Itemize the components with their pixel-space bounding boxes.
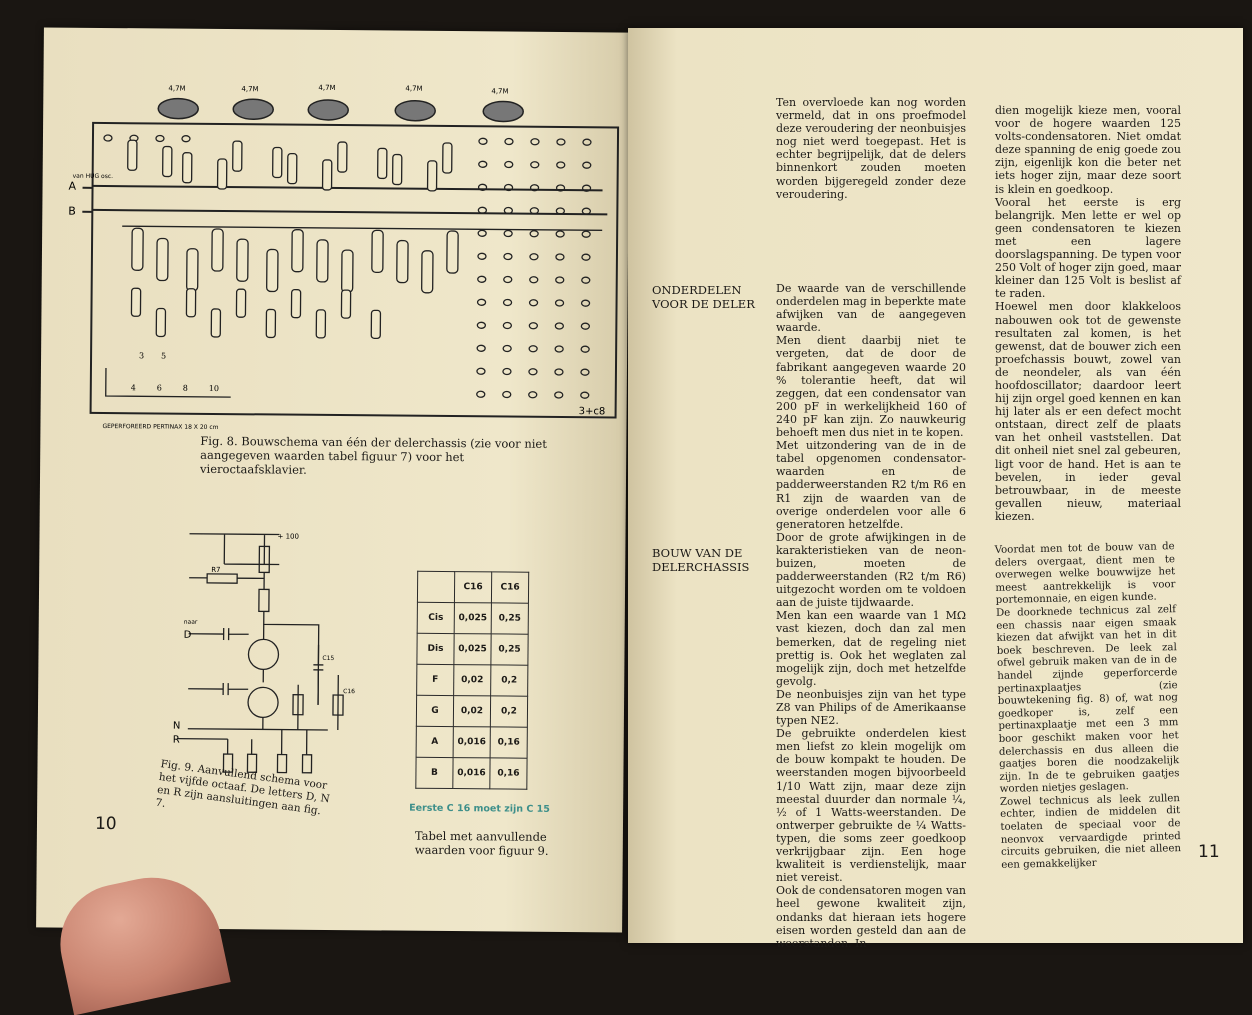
fig8-terminal-5: 5: [161, 351, 167, 361]
page-number-left: 10: [94, 813, 117, 835]
component: [372, 230, 383, 272]
board-hole: [556, 300, 564, 306]
fig8-caption: Fig. 8. Bouwschema van één der delerchassis (zie voor niet aangegeven waarden tabel figuur 7) voor het vieroctaafsklavier.: [200, 433, 547, 477]
fig8-resistor-label-5: 4,7M: [491, 87, 509, 96]
table-cell-note: G: [416, 695, 453, 726]
fig9-label-r: R: [172, 734, 180, 746]
board-hole: [582, 231, 590, 237]
board-hole: [504, 276, 512, 282]
component: [422, 251, 433, 293]
table-cell-value: 0,16: [490, 727, 527, 758]
board-hole: [503, 345, 511, 351]
values-table-wrapper: [415, 571, 529, 790]
col1-top-paragraph: Ten overvloede kan nog worden vermeld, dat in ons proefmodel deze veroudering der neonbuisjes nog niet werd toegepast. Het is echter begrijpelijk, dat de delers binnenkort zouden moeten worden bijgeregeld zonder deze veroudering.: [776, 96, 966, 201]
board-hole: [529, 392, 537, 398]
board-hole: [555, 346, 563, 352]
board-hole: [503, 322, 511, 328]
col1-paragraph: Met uitzondering van de in de tabel opgenomen condensator-waarden en de padderweerstanden R2 t/m R6 en R1 zijn de waarden van de overige onderdelen voor alle 6 generatoren hetzelfde.: [776, 439, 966, 531]
component: [273, 147, 282, 177]
fig9-label-d: D: [183, 629, 192, 641]
component: [233, 141, 242, 171]
component: [338, 142, 347, 172]
table-cell-value: 0,2: [490, 696, 527, 727]
board-hole: [478, 253, 486, 259]
board-hole: [479, 161, 487, 167]
fig9-label-r7: R7: [211, 565, 221, 575]
board-hole: [505, 138, 513, 144]
fig8-terminal-8: 8: [182, 383, 188, 393]
fig9-caption: Fig. 9. Aanvullend schema voor het vijfde octaaf. De letters D, N en R zijn aansluitingen aan fig. 7.: [154, 758, 331, 818]
board-hole: [477, 345, 485, 351]
table-header-row: [417, 571, 528, 603]
board-hole: [477, 322, 485, 328]
col2-paragraph: De doorknede technicus zal zelf een chassis naar eigen smaak kiezen dat afwijkt van het in dit boek beschreven. De leek zal ofwel gebruik maken van de in de handel zijnde geperforcerde pertinaxplaatjes (zie bouwtekening fig. 8) of, wat nog goedkoper is, zelf een pertinaxplaatje met een 3 mm boor geschikt maken voor het delerchassis en dus alleen die gaatjes boren die noodzakelijk zijn. In de te gebruiken gaatjes worden nietjes geslagen.: [995, 604, 1180, 796]
component: [342, 250, 353, 292]
component: [156, 308, 165, 336]
table-cell-note: Dis: [417, 633, 454, 664]
potentiometer: [483, 101, 523, 121]
board-hole: [477, 368, 485, 374]
component: [341, 290, 350, 318]
board-hole: [504, 230, 512, 236]
table-header-cell: [417, 571, 454, 602]
table-row: [417, 602, 528, 634]
board-hole: [581, 392, 589, 398]
board-hole: [556, 277, 564, 283]
board-hole: [582, 254, 590, 260]
component: [266, 309, 275, 337]
fig8-terminal-6: 6: [156, 383, 162, 393]
table-cell-value: 0,025: [454, 634, 491, 665]
board-hole: [583, 162, 591, 168]
table-row: [416, 726, 527, 758]
fig9-schematic: [167, 524, 399, 786]
table-header-cell: C16: [454, 572, 491, 603]
board-hole: [530, 231, 538, 237]
board-hole: [581, 346, 589, 352]
fig9-label-plus: + 100: [277, 532, 299, 541]
component: [378, 148, 387, 178]
component: [443, 143, 452, 173]
col1-paragraph: De neonbuisjes zijn van het type Z8 van Philips of de Amerikaanse typen NE2.: [776, 687, 966, 728]
table-row: [417, 664, 528, 696]
component: [187, 249, 198, 291]
col2-paragraph: dien mogelijk kieze men, vooral voor de hogere waarden 125 volts-condensatoren. Niet omdat deze spanning de enig goede zou zijn, eigenlijk kon die beter net iets hoger zijn, maar deze soort is klein en goedkoop.: [995, 104, 1181, 196]
table-row: [416, 757, 527, 789]
fig8-edge-label-a: A: [68, 179, 77, 193]
board-hole: [555, 392, 563, 398]
component: [236, 289, 245, 317]
board-hole: [503, 391, 511, 397]
component: [131, 288, 140, 316]
table-cell-value: 0,02: [453, 696, 490, 727]
table-row: [417, 633, 528, 665]
component: [157, 238, 168, 280]
component: [371, 310, 380, 338]
component: [128, 140, 137, 170]
fig9-label-c16: C16: [343, 688, 356, 696]
potentiometer: [158, 98, 198, 118]
component: [292, 230, 303, 272]
table-cell-value: 0,2: [491, 665, 528, 696]
fig8-resistor-label-4: 4,7M: [405, 84, 423, 93]
component: [218, 159, 227, 189]
col2-bottom-text: [995, 541, 1182, 872]
board-hole: [156, 135, 164, 141]
board-hole: [556, 254, 564, 260]
board-hole: [557, 162, 565, 168]
col1-paragraph: De gebruikte onderdelen kiest men liefst zo klein mogelijk om de bouw kompakt te houden. De weerstanden mogen bijvoorbeeld 1/10 Watt zijn, maar deze zijn meestal duurder dan normale ¼, ½ of 1 Watts-weerstanden. De ontwerper gebruikte de ¼ Watts-typen, die soms zeer goedkoop verkrijgbaar zijn. Een hoge kwaliteit is verdienstelijk, maar niet vereist.: [776, 727, 966, 885]
board-hole: [581, 369, 589, 375]
fig8-board-diagram: [60, 78, 623, 443]
board-hole: [581, 323, 589, 329]
board-hole: [555, 323, 563, 329]
board-hole: [529, 369, 537, 375]
table-cell-value: 0,025: [454, 603, 491, 634]
col2-top-text: [995, 104, 1181, 523]
component: [393, 155, 402, 185]
col1-paragraph: Ook de condensatoren mogen van heel gewone kwaliteit zijn, ondanks dat hieraan iets hogere eisen worden gesteld dan aan de weerstanden. In-: [776, 884, 966, 950]
col1-paragraph: De waarde van de verschillende onderdelen mag in beperkte mate afwijken van de aangegeven waarde.: [776, 282, 966, 335]
potentiometer: [308, 100, 348, 120]
col1-paragraph: Men dient daarbij niet te vergeten, dat de door de fabrikant aangegeven waarde 20 % tolerantie heeft, dat wil zeggen, dat een condensator van 200 pF in werkelijkheid 160 of 240 pF kan zijn. Zo nauwkeurig behoeft men dus niet in te kopen.: [776, 334, 966, 440]
board-hole: [478, 230, 486, 236]
board-hole: [529, 323, 537, 329]
component: [447, 231, 458, 273]
component: [316, 310, 325, 338]
table-cell-value: 0,25: [491, 634, 528, 665]
component: [291, 290, 300, 318]
component: [212, 229, 223, 271]
board-hole: [582, 300, 590, 306]
component: [267, 249, 278, 291]
values-table: [415, 571, 529, 790]
component: [163, 147, 172, 177]
col2-paragraph: Hoewel men door klakkeloos nabouwen ook tot de gewenste resultaten zal komen, is het gewenst, dat de bouwer zich een proefchassis bouwt, zowel van de neondeler, als van één hoofdoscillator; daardoor leert hij zijn orgel goed kennen en kan hij later als er een defect mocht ontstaan, direct zelf de plaats van het onheil vaststellen. Dat dit onheil niet snel zal gebeuren, ligt voor de hand. Het is aan te bevelen, in ieder geval betrouwbaar, in de meeste gevallen nieuw, materiaal kiezen.: [995, 300, 1181, 523]
left-page: [36, 27, 630, 932]
col2-paragraph: Voordat men tot de bouw van de delers overgaat, dient men te overwegen welke bouwwijze het meest aantrekkelijk is voor portemonnaie, en eigen kunde.: [994, 541, 1176, 607]
board-hole: [479, 138, 487, 144]
fig8-resistor-label-3: 4,7M: [318, 83, 336, 93]
board-hole: [529, 346, 537, 352]
fig8-resistor-label-1: 4,7M: [168, 84, 186, 93]
component: [288, 154, 297, 184]
component: [323, 160, 332, 190]
col1-paragraph: Men kan een waarde van 1 MΩ vast kiezen, doch dan zal men bemerken, dat de regeling niet prettig is. Ook het weglaten zal mogelijk zijn, doch met hetzelfde gevolg.: [776, 609, 966, 688]
fig8-corner-label: 3+c8: [578, 406, 606, 418]
component: [397, 241, 408, 283]
potentiometer: [233, 99, 273, 119]
component: [211, 309, 220, 337]
board-hole: [505, 161, 513, 167]
board-hole: [555, 369, 563, 375]
col2-paragraph: Zowel technicus als leek zullen echter, indien de middelen dit toelaten de speciaal voor de neonvox vervaardigde printed circuits gebruiken, die niet alleen een gemakkelijker: [999, 792, 1182, 871]
table-cell-note: Cis: [417, 602, 454, 633]
board-hole: [182, 136, 190, 142]
board-hole: [530, 277, 538, 283]
board-hole: [478, 299, 486, 305]
col1-main-text: [776, 282, 966, 950]
table-cell-note: B: [416, 757, 453, 788]
board-hole: [478, 276, 486, 282]
component: [237, 239, 248, 281]
fig8-terminal-4: 4: [130, 383, 136, 393]
component: [183, 153, 192, 183]
board-hole: [530, 254, 538, 260]
table-header-cell: C16: [491, 572, 528, 603]
fig8-terminal-3: 3: [139, 351, 145, 361]
fig8-edge-label-a-sub: van HUG osc.: [72, 172, 114, 181]
right-page: [628, 28, 1243, 950]
table-row: [416, 695, 527, 727]
heading-onderdelen: ONDERDELEN VOOR DE DELER: [652, 283, 755, 311]
fig8-board-label: GEPERFOREERD PERTINAX 18 X 20 cm: [102, 422, 219, 431]
table-cell-value: 0,25: [491, 603, 528, 634]
col1-paragraph: Door de grote afwijkingen in de karakteristieken van de neon-buizen, moeten de padderweerstanden (R2 t/m R6) uitgezocht worden om te voldoen aan de juiste tijdwaarde.: [776, 530, 966, 610]
heading-bouw: BOUW VAN DE DELERCHASSIS: [652, 546, 750, 574]
fig9-label-c15: C15: [322, 654, 335, 663]
table-cell-value: 0,16: [490, 758, 527, 789]
component: [186, 289, 195, 317]
table-cell-note: A: [416, 726, 453, 757]
col2-paragraph: Vooral het eerste is erg belangrijk. Men lette er wel op geen condensatoren te kiezen met een lagere doorslagspanning. De typen voor 250 Volt of hoger zijn goed, maar kleiner dan 125 Volt is beslist af te raden.: [995, 195, 1182, 301]
component: [132, 228, 143, 270]
table-cell-value: 0,02: [454, 665, 491, 696]
board-hole: [582, 277, 590, 283]
fig8-resistor-label-2: 4,7M: [241, 85, 259, 94]
board-hole: [504, 253, 512, 259]
table-cell-note: F: [417, 664, 454, 695]
fig9-label-naar: naar: [183, 618, 198, 626]
fig8-terminal-10: 10: [208, 383, 220, 394]
table-caption: Tabel met aanvullende waarden voor figuur 9.: [414, 828, 549, 858]
board-hole: [557, 139, 565, 145]
potentiometer: [395, 101, 435, 121]
board-hole: [531, 139, 539, 145]
board-hole: [531, 162, 539, 168]
board-hole: [556, 231, 564, 237]
table-cell-value: 0,016: [453, 758, 490, 789]
fig8-edge-label-b: B: [68, 204, 76, 218]
fig9-label-n: N: [172, 720, 181, 732]
component: [428, 161, 437, 191]
table-stamp-note: Eerste C 16 moet zijn C 15: [409, 802, 550, 815]
board-hole: [530, 300, 538, 306]
board-hole: [503, 368, 511, 374]
board-hole: [477, 391, 485, 397]
component: [317, 240, 328, 282]
board-hole: [104, 135, 112, 141]
page-number-right: 11: [1198, 842, 1220, 862]
board-hole: [504, 299, 512, 305]
board-hole: [583, 139, 591, 145]
table-cell-value: 0,016: [453, 727, 490, 758]
